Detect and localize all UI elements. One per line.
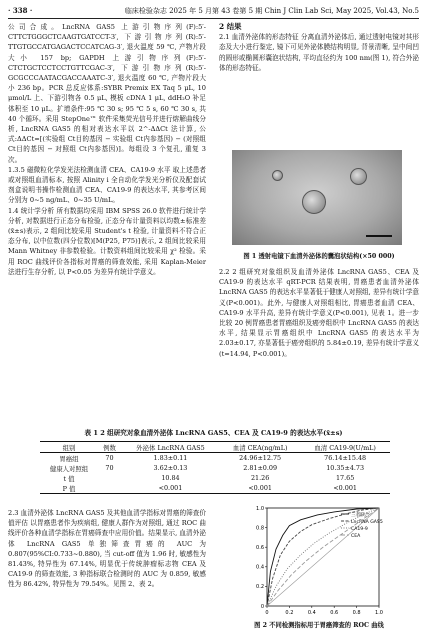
left-column-bottom — [8, 508, 206, 590]
table-1 — [40, 441, 390, 494]
table-cell: 1.83±0.11 — [153, 454, 188, 462]
table-cell: 24.96±12.75 — [239, 454, 282, 462]
vesicle — [302, 190, 326, 214]
x-tick-label: 0.4 — [307, 610, 316, 616]
figure-1-tem-image — [232, 150, 402, 245]
paragraph-statistics: 1.4 统计学分析 所有数据均采用 IBM SPSS 26.0 软件进行统计学分析, 对数据进行正态分布检验, 正态分布计量资料以均数±标准差(x̄±s)表示, 2 组间比较采用 Student's t 检验, 计量资料不符合正态分布, 以中位数(四分位数)[M(P25, P75)]表示, 2 组间比较采用 Mann Whitney 非参数检验。计数资料组间比较采用 χ² 检验。采用 ROC 曲线评价各指标对胃癌的筛查效能, 采用 Kaplan-Meier 法进行生存分析, 以 P<0.05 为差异有统计学意义。 — [8, 206, 206, 276]
paragraph-2-3: 2.3 血清外泌体 LncRNA GAS5 及其他血清学指标对胃癌的筛查价值评估 以胃癌患者作为疾病组, 健康人群作为对照组, 通过 ROC 曲线评价各种血清学指标在胃癌筛查中应用价值。结果显示, 血清外泌体 LncRNA GAS5 单独筛查胃癌的 AUC 为 0.807(95%CI:0.733~0.880), 当 cut-off 值为 1.96 时, 敏感性为 81.43%, 特异性为 67.14%, 明显优于传统肿瘤标志物 CEA 及 CA19-9 的筛查效能, 3 种指标联合检测时的 AUC 为 0.859, 敏感性为 86.42%, 特异性为 79.54%。见图 2、表 2。 — [8, 509, 206, 589]
y-tick-label: 0.2 — [256, 584, 264, 591]
table-header-cell: 血清 CA19-9(U/mL) — [300, 442, 390, 453]
x-tick-label: 0.8 — [352, 610, 361, 616]
paragraph-primers: 公司合成。LncRNA GAS5 上游引物序列(F):5′-CTTCTGGGCTCAAGTGATCCT-3′, 下游引物序列(R):5′-TTGTGCCATGAGACTCCATCAG-3′, 退火温度 59 ℃, 产物片段大小 157 bp; GAPDH 上游引物序列(F):5′-CTCTGCTCCTCCTGTTCGAC-3′, 下游引物序列(R):5′-GCGCCCAATACGACCAAATC-3′, 退火温度 60 ℃, 产物片段大小 236 bp。PCR 总反应体系:SYBR Premix EX Taq 5 μL, 10 μmol/L 上、下游引物各 0.5 μL, 模板 cDNA 1 μL, ddH₂O 补足体积至 10 μL。扩增条件:95 ℃ 30 s; 95 ℃ 5 s, 60 ℃ 30 s, 共 40 个循环。采用 StepOne™ 软件采集荧光信号并进行熔解曲线分析, LncRNA GAS5 的相对表达水平以 2^-ΔΔCt 法计算, 公式:ΔΔCt=[(实验组 Ct目的基因 − 实验组 Ct内参基因) − (对照组 Ct目的基因 − 对照组 Ct内参基因)]。每组设 3 个复孔, 重复 3 次。 — [8, 23, 206, 164]
table-cell: <0.001 — [300, 483, 390, 494]
vesicle — [350, 168, 367, 185]
table-header-cell: 外泌体 LncRNA GAS5 — [121, 442, 220, 453]
paragraph-2-2: 2.2 2 组研究对象组织及血清外泌体 LncRNA GAS5、CEA 及 CA19-9 的表达水平 qRT-PCR 结果表明, 胃癌患者血清外泌体 LncRNA GAS5 的表达水平显著低于健康人对照组, 差异有统计学意义(P<0.001)。此外, 与健康人对照组相比, 胃癌患者血清 CEA、CA19-9 水平升高, 差异有统计学意义(P<0.001), 见表 1。进一步比较 20 例胃癌患者胃癌组织及癌旁组织中 LncRNA GAS5 的表达水平, 结果显示胃癌组织中 LncRNA GAS5 的表达水平为 2.03±0.17, 亦显著低于癌旁组织的 5.84±0.19, 差异有统计学意义(t=14.94, P<0.001)。 — [219, 268, 420, 358]
table-cell — [98, 473, 121, 483]
table-cell: 70 — [105, 454, 114, 462]
journal-title: 临床检验杂志 2025 年 5 月第 43 卷第 5 期 Chin J Clin Lab Sci, May 2025, Vol.43, No.5 — [124, 7, 419, 15]
legend-label: 三者联合 — [351, 512, 370, 518]
y-tick-label: 0 — [260, 603, 264, 610]
figure-2-roc-chart — [219, 504, 419, 620]
legend-label: LncRNA GAS5 — [351, 519, 383, 525]
page-header — [8, 4, 419, 19]
table-header-cell: 例数 — [98, 442, 121, 453]
table-cell: 3.62±0.13 — [153, 464, 188, 472]
table-cell: t 值 — [63, 474, 75, 483]
table-cell: 70 — [105, 464, 114, 472]
right-column-mid — [219, 267, 419, 359]
table-cell: 17.65 — [335, 474, 355, 482]
table-header-row — [40, 442, 390, 453]
table-cell: <0.001 — [220, 483, 300, 494]
table-cell: 21.26 — [250, 474, 270, 482]
figure-1-caption: 图 1 透射电镜下血清外泌体的囊泡状结构(×50 000) — [243, 253, 395, 260]
y-tick-label: 0.4 — [256, 564, 264, 571]
x-tick-label: 0.6 — [330, 610, 339, 616]
y-tick-label: 0.8 — [256, 525, 264, 532]
table-cell — [98, 483, 121, 494]
table-header-cell: 血清 CEA(ng/mL) — [220, 442, 300, 453]
x-tick-label: 0.2 — [285, 610, 294, 616]
legend-label: CEA — [351, 533, 361, 539]
left-column-top — [8, 22, 206, 277]
table-row — [40, 453, 390, 464]
table-row — [40, 473, 390, 483]
table-cell: 76.14±15.48 — [324, 454, 367, 462]
table-header-cell: 组别 — [40, 442, 98, 453]
section-heading-results: 2 结果 — [219, 22, 242, 31]
table-cell: <0.001 — [121, 483, 220, 494]
table-cell: 健康人对照组 — [49, 464, 89, 473]
vesicle — [272, 170, 283, 181]
table-row — [40, 463, 390, 473]
x-tick-label: 0 — [265, 610, 269, 616]
paragraph-2-1: 2.1 血清外泌体的形态特征 分离血清外泌体后, 通过透射电镜对其形态及大小进行鉴定, 镜下可见外泌体膜结构明显, 背景清晰, 呈中间凹的圆形或椭圆形囊泡状结构, 平均直径约为 100 nm(图 1), 符合外泌体的形态特征。 — [219, 33, 419, 72]
table-row — [40, 483, 390, 494]
page-number: · 338 · — [8, 6, 33, 15]
table-cell: 胃癌组 — [59, 454, 79, 463]
scale-bar — [366, 235, 392, 237]
y-tick-label: 0.6 — [256, 545, 264, 551]
x-tick-label: 1.0 — [375, 610, 383, 616]
y-tick-label: 1.0 — [256, 505, 264, 512]
legend-label: CA19-9 — [351, 526, 368, 532]
figure-2-caption: 图 2 不同检测指标用于胃癌筛查的 ROC 曲线 — [254, 622, 384, 629]
table-cell: 2.81±0.09 — [243, 464, 278, 472]
table-cell: 10.84 — [161, 474, 180, 482]
table-cell: 10.35±4.73 — [326, 464, 365, 472]
right-column-top — [219, 22, 419, 73]
table-1-caption: 表 1 2 组研究对象血清外泌体 LncRNA GAS5、CEA 及 CA19-9 的表达水平(x̄±s) — [84, 429, 343, 437]
paragraph-method-1-3-5: 1.3.5 磁微粒化学发光法检测血清 CEA、CA19-9 水平 取上述患者或对照组血清标本, 按照 Alinity i 全自动化学发光分析仪及配套试剂盒说明书操作检测血清 CEA、CA19-9 的表达水平, 其参考区间分别为 0~5 ng/mL、0~35 U/mL。 — [8, 165, 206, 205]
table-cell: P 值 — [40, 483, 98, 494]
